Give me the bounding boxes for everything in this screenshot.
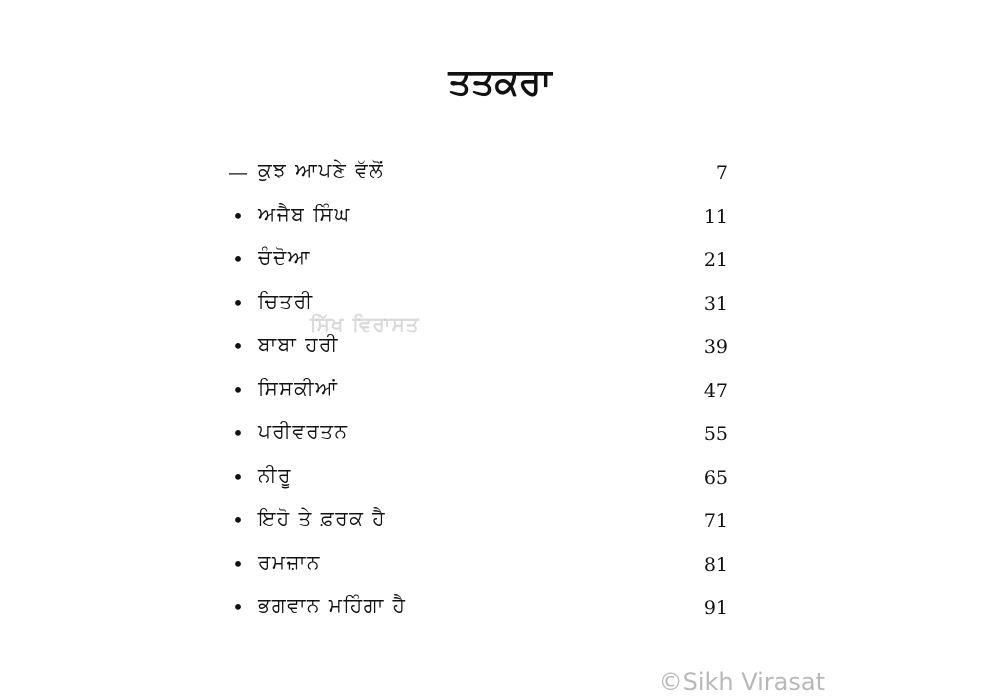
entry-marker: — [228,160,248,184]
entry-title: ਸਿਸਕੀਆਂ [258,375,339,400]
entry-page-number: 55 [703,423,728,445]
toc-entry [228,368,728,412]
entry-page-number: 47 [703,379,728,402]
bullet-marker: • [232,551,244,576]
toc-entry [228,150,728,194]
toc-entry [228,237,728,281]
entry-page-number: 39 [703,336,728,358]
entry-page-number: 31 [703,292,728,315]
toc-entry [228,411,728,455]
toc-entry [228,585,728,629]
entry-page-number: 91 [703,597,728,619]
entry-title: ਨੀਰੂ [258,462,292,487]
toc-entry [228,498,728,542]
toc-entry [228,194,728,238]
bullet-marker: • [232,508,244,532]
bullet-marker: • [232,334,244,358]
toc-entry [228,324,728,368]
entry-page-number: 7 [715,162,728,184]
bullet-marker: • [232,595,244,619]
entry-page-number: 81 [703,553,728,576]
toc-entry [228,281,728,325]
entry-title: ਰਮਜ਼ਾਨ [258,549,321,574]
page-title: ਤਤਕਰਾ [448,62,552,103]
toc-entry [228,455,728,499]
entry-title: ਚੰਦੋਆ [258,245,311,269]
entry-title: ਭਗਵਾਨ ਮਹਿੰਗਾ ਹੈ [258,593,407,617]
bullet-marker: • [232,377,244,402]
entry-page-number: 21 [703,249,728,271]
bullet-marker: • [232,421,244,445]
entry-title: ਕੁਝ ਆਪਣੇ ਵੱਲੋਂ [258,158,385,182]
bullet-marker: • [232,247,244,271]
entry-page-number: 65 [703,466,728,489]
copyright-watermark: ©Sikh Virasat [658,668,825,696]
toc-entry [228,542,728,586]
entry-page-number: 71 [703,510,728,532]
table-of-contents [228,150,728,629]
entry-title: ਅਜੈਬ ਸਿੰਘ [258,201,351,226]
entry-title: ਇਹੋ ਤੇ ਫ਼ਰਕ ਹੈ [258,506,386,530]
entry-title: ਚਿਤਰੀ [258,288,314,313]
watermark-text: ਸਿੱਖ ਵਿਰਾਸਤ [310,312,420,336]
bullet-marker: • [232,203,244,228]
entry-title: ਪਰੀਵਰਤਨ [258,419,349,443]
bullet-marker: • [232,464,244,489]
bullet-marker: • [232,290,244,315]
entry-title: ਬਾਬਾ ਹਰੀ [258,332,339,356]
entry-page-number: 11 [703,205,728,228]
